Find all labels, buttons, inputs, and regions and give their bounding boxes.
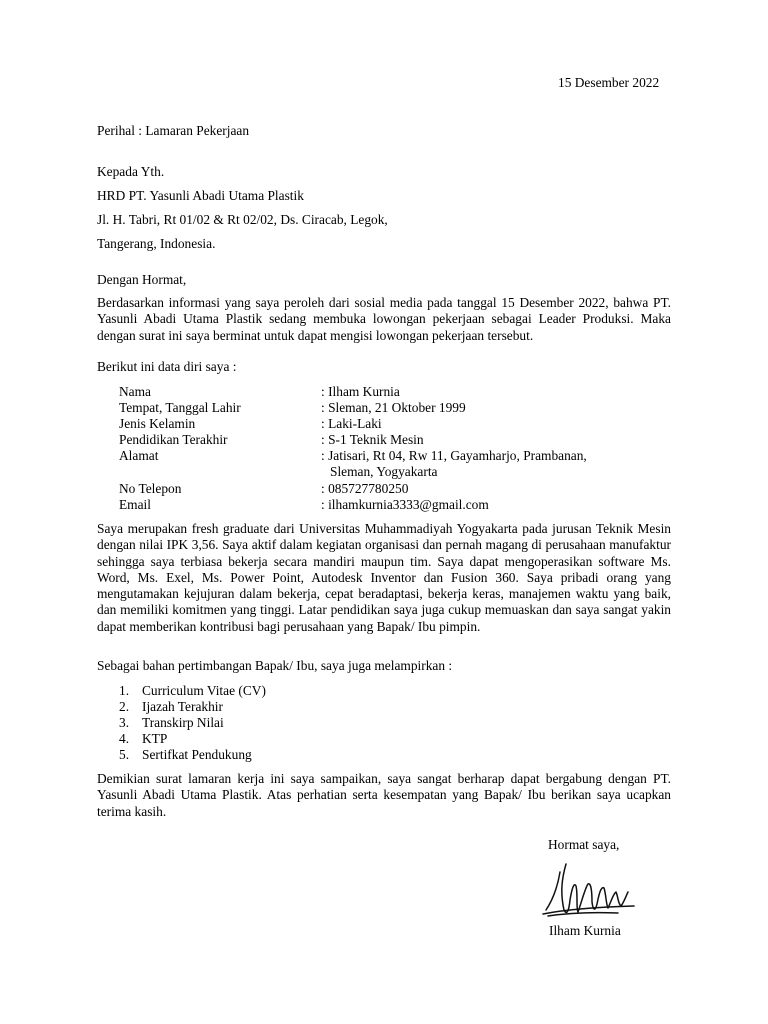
list-number: 3.	[119, 715, 130, 730]
data-row-pendidikan	[119, 432, 424, 448]
list-item	[119, 747, 252, 763]
data-label: Alamat	[119, 448, 159, 463]
data-row-jenis-kelamin	[119, 416, 382, 432]
list-number: 4.	[119, 731, 130, 746]
data-value: : Ilham Kurnia	[321, 384, 400, 399]
data-row-email	[119, 497, 489, 513]
data-label: Jenis Kelamin	[119, 416, 196, 431]
data-row-alamat	[119, 448, 587, 464]
closing-paragraph: Demikian surat lamaran kerja ini saya sampaikan, saya sangat berharap dapat bergabung dengan PT. Yasunli Abadi Utama Plastik. Atas perhatian serta kesempatan yang Bapak/ Ibu berikan saya ucapkan terima kasih.	[97, 771, 671, 819]
letter-date: 15 Desember 2022	[558, 75, 660, 90]
data-row-telepon	[119, 481, 409, 497]
greeting: Dengan Hormat,	[97, 272, 187, 287]
data-value: : Laki-Laki	[321, 416, 382, 431]
signer-name: Ilham Kurnia	[549, 923, 621, 938]
data-value: : 085727780250	[321, 481, 409, 496]
recipient-address-line2: Tangerang, Indonesia.	[97, 236, 216, 251]
data-label: Email	[119, 497, 151, 512]
data-value-cont: Sleman, Yogyakarta	[330, 464, 438, 479]
list-item	[119, 699, 223, 715]
list-item	[119, 715, 224, 731]
intro-paragraph: Berdasarkan informasi yang saya peroleh dari sosial media pada tanggal 15 Desember 2022, bahwa PT. Yasunli Abadi Utama Plastik sedang membuka lowongan pekerjaan sebagai Leader Produksi. Maka dengan surat ini saya berminat untuk dapat mengisi lowongan pekerjaan tersebut.	[97, 295, 671, 343]
recipient-company: HRD PT. Yasunli Abadi Utama Plastik	[97, 188, 304, 203]
list-text: Curriculum Vitae (CV)	[142, 683, 266, 698]
letter-subject: Perihal : Lamaran Pekerjaan	[97, 123, 250, 138]
data-value: : S-1 Teknik Mesin	[321, 432, 424, 447]
list-number: 5.	[119, 747, 130, 762]
data-label: Pendidikan Terakhir	[119, 432, 228, 447]
attachments-intro: Sebagai bahan pertimbangan Bapak/ Ibu, saya juga melampirkan :	[97, 658, 453, 673]
data-value: : ilhamkurnia3333@gmail.com	[321, 497, 489, 512]
data-row-nama	[119, 384, 400, 400]
data-intro: Berikut ini data diri saya :	[97, 359, 237, 374]
recipient-address-line1: Jl. H. Tabri, Rt 01/02 & Rt 02/02, Ds. Ciracab, Legok,	[97, 212, 388, 227]
data-row-ttl	[119, 400, 466, 416]
list-text: Ijazah Terakhir	[142, 699, 223, 714]
list-item	[119, 683, 266, 699]
data-label: Tempat, Tanggal Lahir	[119, 400, 241, 415]
list-text: Sertifkat Pendukung	[142, 747, 252, 762]
data-label: Nama	[119, 384, 151, 399]
body-paragraph: Saya merupakan fresh graduate dari Universitas Muhammadiyah Yogyakarta pada jurusan Teknik Mesin dengan nilai IPK 3,56. Saya aktif dalam kegiatan organisasi dan pernah magang di perusahaan manufaktur sehingga saya terbiasa bekerja secara mandiri maupun tim. Saya dapat mengoperasikan software Ms. Word, Ms. Exel, Ms. Power Point, Autodesk Inventor dan Fusion 360. Saya pribadi orang yang mengutamakan kejujuran dalam bekerja, cepat beradaptasi, bekerja keras, manajemen waktu yang baik, dan memiliki komitmen yang tinggi. Latar pendidikan saya juga cukup memuaskan dan saya sangat yakin dapat memberikan kontribusi bagi perusahaan yang Bapak/ Ibu pimpin.	[97, 521, 671, 634]
data-value: : Sleman, 21 Oktober 1999	[321, 400, 466, 415]
list-number: 2.	[119, 699, 130, 714]
signature-image	[538, 858, 648, 924]
list-number: 1.	[119, 683, 130, 698]
list-text: KTP	[142, 731, 168, 746]
recipient-salutation: Kepada Yth.	[97, 164, 165, 179]
list-text: Transkirp Nilai	[142, 715, 224, 730]
list-item	[119, 731, 168, 747]
regards: Hormat saya,	[548, 837, 620, 852]
data-label: No Telepon	[119, 481, 182, 496]
data-value: : Jatisari, Rt 04, Rw 11, Gayamharjo, Prambanan,	[321, 448, 587, 463]
